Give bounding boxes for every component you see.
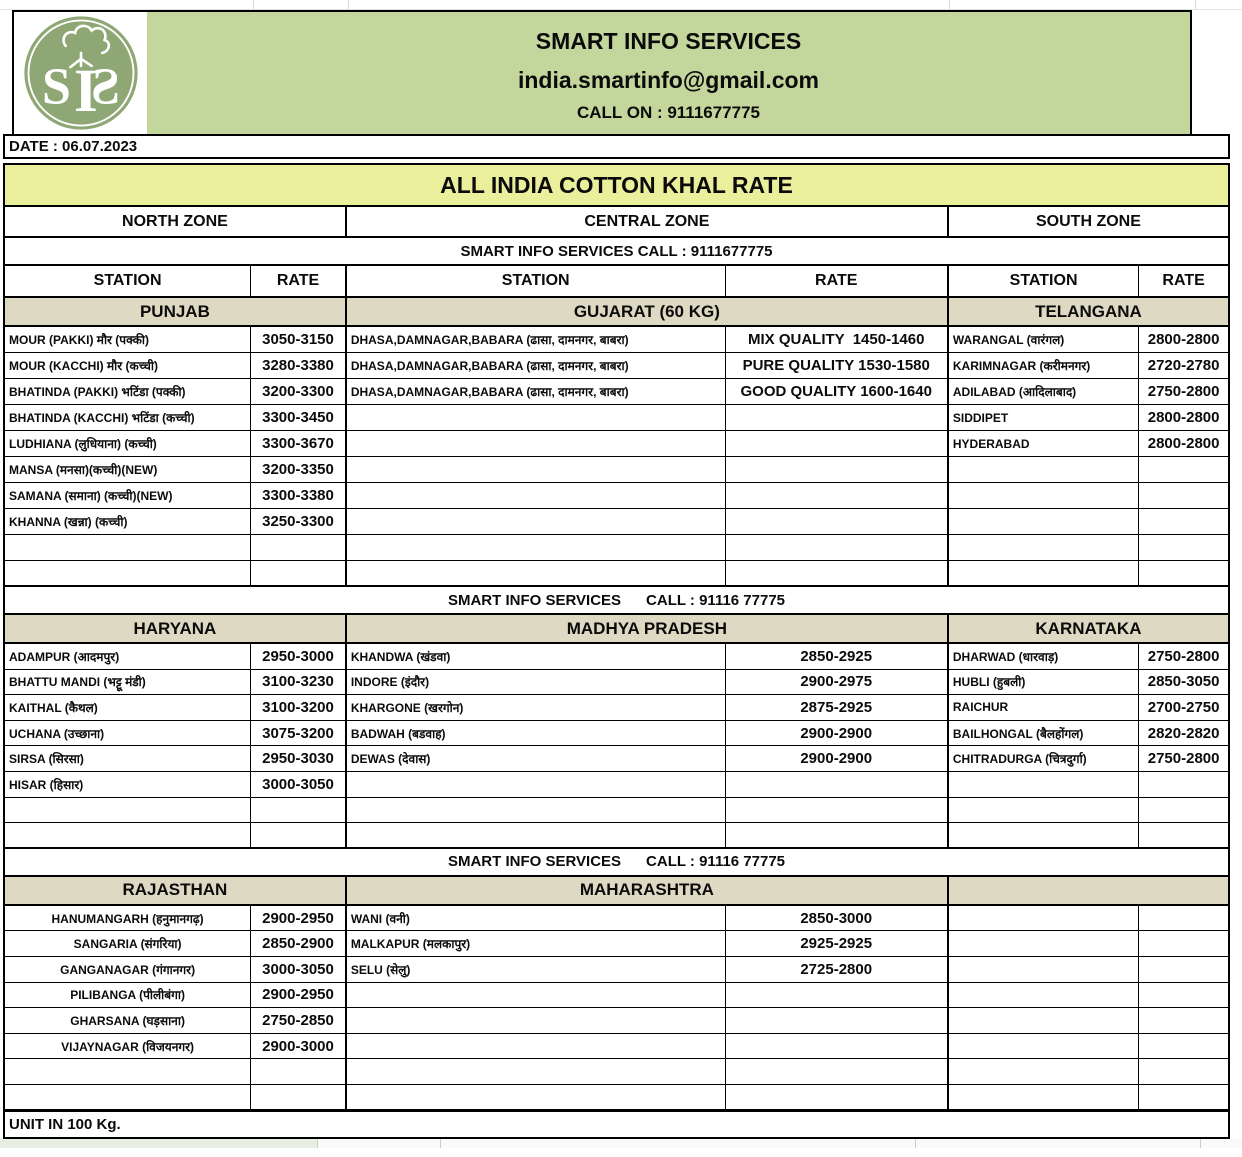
company-email: india.smartinfo@gmail.com — [517, 67, 820, 93]
station-cell — [949, 957, 1139, 982]
rate-cell: 2900-2950 — [251, 906, 347, 931]
sis-logo-icon — [22, 14, 140, 132]
rate-cell: 2725-2800 — [726, 957, 949, 982]
rate-rows-section-1 — [5, 327, 1228, 587]
rate-cell: 2900-3000 — [251, 1034, 347, 1059]
rate-cell: 3300-3380 — [251, 483, 347, 508]
table-row — [5, 1085, 1228, 1111]
rate-cell — [251, 561, 347, 585]
station-cell: BAILHONGAL (बैलहोंगल) — [949, 721, 1139, 746]
colhead-station-2: STATION — [347, 266, 726, 296]
station-cell — [949, 772, 1139, 797]
station-cell: KARIMNAGAR (करीमनगर) — [949, 353, 1139, 378]
rate-cell: 2720-2780 — [1147, 357, 1220, 374]
rate-cell: 2875-2925 — [726, 695, 949, 720]
page-title: ALL INDIA COTTON KHAL RATE — [5, 165, 1228, 207]
svg-text:I: I — [73, 56, 98, 125]
rate-cell — [1139, 906, 1228, 931]
company-header-text — [147, 12, 1190, 134]
station-cell — [949, 931, 1139, 956]
zone-header-row — [5, 207, 1228, 238]
table-row — [5, 670, 1228, 696]
rate-cell: 2700-2750 — [1147, 698, 1220, 716]
bottom-cell-tint — [0, 1139, 317, 1148]
rate-cell: 3200-3350 — [251, 457, 347, 482]
station-cell — [949, 483, 1139, 508]
rate-cell — [726, 1034, 949, 1059]
station-cell: SIRSA (सिरसा) — [5, 746, 251, 771]
table-row — [5, 983, 1228, 1009]
station-cell: KHANDWA (खंडवा) — [347, 644, 726, 669]
rate-cell: PURE QUALITY 1530-1580 — [726, 353, 949, 378]
table-row — [5, 957, 1228, 983]
station-cell: VIJAYNAGAR (विजयनगर) — [5, 1034, 251, 1059]
station-cell — [949, 509, 1139, 534]
station-cell — [5, 798, 251, 823]
table-row — [5, 379, 1228, 405]
station-cell — [347, 1008, 726, 1033]
rate-cell: 3100-3200 — [251, 695, 347, 720]
station-cell: GANGANAGAR (गंगानगर) — [5, 957, 251, 982]
station-cell — [5, 561, 251, 585]
rate-cell: 2900-2975 — [726, 670, 949, 695]
spreadsheet-bottom-strip — [0, 1139, 1242, 1148]
rate-cell: GOOD QUALITY 1600-1640 — [726, 379, 949, 404]
colhead-station-3: STATION — [949, 266, 1139, 296]
rate-cell — [1139, 1008, 1228, 1033]
rate-cell: MIX QUALITY 1450-1460 — [726, 327, 949, 352]
company-logo — [14, 12, 147, 134]
station-cell — [949, 906, 1139, 931]
rate-cell — [726, 823, 949, 847]
rate-cell — [1139, 1034, 1228, 1059]
state-gujarat: GUJARAT (60 KG) — [347, 298, 949, 325]
station-cell — [347, 798, 726, 823]
rate-cell — [726, 1008, 949, 1033]
rate-rows-section-2 — [5, 644, 1228, 849]
gridline — [1200, 1139, 1201, 1148]
rate-cell: 2900-2900 — [726, 746, 949, 771]
section-north-central-south-1 — [5, 298, 1228, 587]
company-header — [12, 10, 1192, 136]
rate-cell: 2925-2925 — [726, 931, 949, 956]
table-row — [5, 353, 1228, 379]
table-row — [5, 509, 1228, 535]
table-row — [5, 431, 1228, 457]
state-header-row — [5, 615, 1228, 644]
rate-cell: 2950-3000 — [251, 644, 347, 669]
rate-cell — [1139, 1059, 1228, 1084]
station-cell: BHATINDA (PAKKI) भटिंडा (पक्की) — [5, 379, 251, 404]
rate-cell: 3300-3670 — [251, 431, 347, 456]
rate-cell — [251, 1059, 347, 1084]
rate-cell: 2900-2950 — [251, 983, 347, 1008]
station-cell — [347, 772, 726, 797]
table-row — [5, 327, 1228, 353]
table-row — [5, 561, 1228, 587]
rate-cell: 2850-2900 — [251, 931, 347, 956]
date-row: DATE : 06.07.2023 — [3, 134, 1230, 159]
rate-cell — [1139, 772, 1228, 797]
state-header-row — [5, 298, 1228, 327]
station-cell — [949, 561, 1139, 585]
station-cell — [347, 823, 726, 847]
rate-cell: 3280-3380 — [251, 353, 347, 378]
station-cell: BADWAH (बडवाह) — [347, 721, 726, 746]
station-cell: WARANGAL (वारंगल) — [949, 327, 1139, 352]
station-cell — [949, 798, 1139, 823]
station-cell — [347, 509, 726, 534]
table-row — [5, 535, 1228, 561]
station-cell: KAITHAL (कैथल) — [5, 695, 251, 720]
station-cell: HYDERABAD — [949, 431, 1139, 456]
station-cell: MALKAPUR (मलकापुर) — [347, 931, 726, 956]
station-cell: ADILABAD (आदिलाबाद) — [949, 379, 1139, 404]
station-cell — [949, 823, 1139, 847]
station-cell: CHITRADURGA (चित्रदुर्गा) — [949, 746, 1139, 771]
table-row — [5, 1059, 1228, 1085]
company-name: SMART INFO SERVICES — [535, 28, 802, 54]
station-cell — [347, 1034, 726, 1059]
rate-cell: 2750-2800 — [1147, 383, 1220, 400]
station-cell: BHATTU MANDI (भट्टू मंडी) — [5, 670, 251, 695]
gridline — [440, 1139, 441, 1148]
station-cell — [5, 823, 251, 847]
table-row — [5, 823, 1228, 849]
station-cell — [347, 561, 726, 585]
rate-cell — [726, 1059, 949, 1084]
state-madhya-pradesh: MADHYA PRADESH — [347, 615, 949, 642]
table-row — [5, 457, 1228, 483]
rate-cell — [1139, 457, 1228, 482]
table-row — [5, 1008, 1228, 1034]
state-haryana: HARYANA — [5, 615, 347, 642]
rate-cell — [251, 823, 347, 847]
station-cell — [347, 431, 726, 456]
gridline — [317, 1139, 318, 1148]
gridline — [253, 0, 254, 9]
station-cell: DHASA,DAMNAGAR,BABARA (ढासा, दामनगर, बाबरा) — [347, 353, 726, 378]
station-cell: GHARSANA (घड़साना) — [5, 1008, 251, 1033]
table-row — [5, 405, 1228, 431]
rate-cell — [1139, 823, 1228, 847]
rate-cell — [251, 535, 347, 560]
rate-cell — [726, 1085, 949, 1109]
station-cell: HISAR (हिसार) — [5, 772, 251, 797]
rate-rows-section-3 — [5, 906, 1228, 1111]
gridline — [915, 1139, 916, 1148]
rate-cell — [726, 561, 949, 585]
rate-cell: 3050-3150 — [251, 327, 347, 352]
rate-cell — [726, 535, 949, 560]
zone-south: SOUTH ZONE — [1036, 212, 1141, 230]
rate-cell — [1139, 983, 1228, 1008]
station-cell — [347, 1059, 726, 1084]
station-cell: KHANNA (खन्ना) (कच्ची) — [5, 509, 251, 534]
table-row — [5, 772, 1228, 798]
rate-cell: 2800-2800 — [1147, 331, 1220, 348]
rate-cell — [1139, 957, 1228, 982]
station-cell — [949, 1085, 1139, 1109]
table-row — [5, 931, 1228, 957]
section-north-central-south-2 — [5, 615, 1228, 849]
colhead-rate-3: RATE — [1162, 272, 1205, 289]
table-row — [5, 695, 1228, 721]
station-cell — [347, 405, 726, 430]
station-cell: UCHANA (उच्छाना) — [5, 721, 251, 746]
station-cell: HUBLI (हुबली) — [949, 670, 1139, 695]
rate-cell — [1139, 798, 1228, 823]
station-cell: INDORE (इंदौर) — [347, 670, 726, 695]
rate-cell: 2750-2800 — [1147, 647, 1220, 665]
rate-cell — [251, 798, 347, 823]
rate-cell — [726, 798, 949, 823]
station-cell: LUDHIANA (लुधियाना) (कच्ची) — [5, 431, 251, 456]
state-maharashtra: MAHARASHTRA — [347, 877, 949, 904]
station-cell: RAICHUR — [949, 695, 1139, 720]
gridline — [949, 0, 950, 9]
rate-cell: 3075-3200 — [251, 721, 347, 746]
table-row — [5, 644, 1228, 670]
rate-cell: 2820-2820 — [1147, 724, 1220, 742]
station-cell — [949, 1008, 1139, 1033]
station-cell: BHATINDA (KACCHI) भटिंडा (कच्ची) — [5, 405, 251, 430]
colhead-rate-1: RATE — [251, 266, 347, 296]
rate-cell — [726, 483, 949, 508]
station-cell: KHARGONE (खरगोन) — [347, 695, 726, 720]
station-cell: MOUR (PAKKI) मौर (पक्की) — [5, 327, 251, 352]
rate-cell: 2900-2900 — [726, 721, 949, 746]
state-punjab: PUNJAB — [5, 298, 347, 325]
rate-cell — [1139, 1085, 1228, 1109]
rate-cell: 3200-3300 — [251, 379, 347, 404]
rate-cell — [1139, 509, 1228, 534]
rate-cell: 2950-3030 — [251, 746, 347, 771]
station-cell — [5, 535, 251, 560]
station-cell — [347, 535, 726, 560]
rate-cell: 2850-3000 — [726, 906, 949, 931]
station-cell: DEWAS (देवास) — [347, 746, 726, 771]
svg-text:S: S — [90, 58, 120, 116]
rate-table — [3, 163, 1230, 1139]
gridline — [348, 0, 349, 9]
section-north-central-south-3 — [5, 877, 1228, 1111]
station-cell: SANGARIA (संगरिया) — [5, 931, 251, 956]
station-cell — [5, 1059, 251, 1084]
rate-cell: 3250-3300 — [251, 509, 347, 534]
rate-cell — [726, 457, 949, 482]
rate-cell — [726, 983, 949, 1008]
station-cell: PILIBANGA (पीलीबंगा) — [5, 983, 251, 1008]
station-cell: ADAMPUR (आदमपुर) — [5, 644, 251, 669]
table-row — [5, 721, 1228, 747]
rate-cell — [251, 1085, 347, 1109]
rate-cell — [726, 772, 949, 797]
rate-cell: 2850-3050 — [1147, 673, 1220, 691]
state-telangana: TELANGANA — [1035, 301, 1142, 321]
column-header-row — [5, 266, 1228, 298]
station-cell: MANSA (मनसा)(कच्ची)(NEW) — [5, 457, 251, 482]
rate-cell: 2800-2800 — [1147, 409, 1220, 426]
rate-cell — [1139, 483, 1228, 508]
station-cell — [949, 1059, 1139, 1084]
rate-cell: 2750-2800 — [1147, 750, 1220, 768]
station-cell — [5, 1085, 251, 1109]
table-row — [5, 746, 1228, 772]
unit-note: UNIT IN 100 Kg. — [5, 1111, 1228, 1137]
station-cell: WANI (वनी) — [347, 906, 726, 931]
state-karnataka: KARNATAKA — [1035, 618, 1142, 638]
station-cell — [949, 535, 1139, 560]
info-band-3: SMART INFO SERVICES CALL : 91116 77775 — [5, 849, 1228, 877]
colhead-rate-2: RATE — [726, 266, 949, 296]
gridline — [1195, 0, 1196, 9]
station-cell: SIDDIPET — [949, 405, 1139, 430]
station-cell: DHARWAD (धारवाड़) — [949, 644, 1139, 669]
state-header-row — [5, 877, 1228, 906]
station-cell — [949, 983, 1139, 1008]
rate-cell — [726, 431, 949, 456]
rate-cell — [1139, 931, 1228, 956]
table-row — [5, 483, 1228, 509]
station-cell — [949, 1034, 1139, 1059]
station-cell: HANUMANGARH (हनुमानगढ़) — [5, 906, 251, 931]
station-cell — [347, 1085, 726, 1109]
rate-cell: 2750-2850 — [251, 1008, 347, 1033]
rate-cell — [1139, 561, 1228, 585]
info-band-1: SMART INFO SERVICES CALL : 9111677775 — [5, 238, 1228, 266]
rate-cell: 3000-3050 — [251, 957, 347, 982]
rate-cell — [726, 405, 949, 430]
station-cell: DHASA,DAMNAGAR,BABARA (ढासा, दामनगर, बाबरा) — [347, 379, 726, 404]
rate-cell: 3100-3230 — [251, 670, 347, 695]
station-cell — [347, 483, 726, 508]
rate-cell: 3000-3050 — [251, 772, 347, 797]
info-band-2: SMART INFO SERVICES CALL : 91116 77775 — [5, 587, 1228, 615]
company-phone: CALL ON : 9111677775 — [576, 103, 760, 122]
colhead-station-1: STATION — [5, 266, 251, 296]
station-cell: SELU (सेलु) — [347, 957, 726, 982]
station-cell — [347, 983, 726, 1008]
zone-north: NORTH ZONE — [5, 207, 347, 236]
rate-cell: 2850-2925 — [726, 644, 949, 669]
svg-text:S: S — [41, 58, 71, 116]
table-row — [5, 906, 1228, 932]
station-cell: DHASA,DAMNAGAR,BABARA (ढासा, दामनगर, बाबरा) — [347, 327, 726, 352]
station-cell: SAMANA (समाना) (कच्ची)(NEW) — [5, 483, 251, 508]
station-cell: MOUR (KACCHI) मौर (कच्ची) — [5, 353, 251, 378]
rate-cell: 2800-2800 — [1147, 435, 1220, 452]
station-cell — [347, 457, 726, 482]
station-cell — [949, 457, 1139, 482]
table-row — [5, 1034, 1228, 1060]
state-rajasthan: RAJASTHAN — [5, 877, 347, 904]
spreadsheet-top-strip — [0, 0, 1242, 10]
rate-cell — [726, 509, 949, 534]
state-empty — [949, 877, 1228, 904]
rate-cell: 3300-3450 — [251, 405, 347, 430]
zone-central: CENTRAL ZONE — [347, 207, 949, 236]
table-row — [5, 798, 1228, 824]
rate-cell — [1139, 535, 1228, 560]
